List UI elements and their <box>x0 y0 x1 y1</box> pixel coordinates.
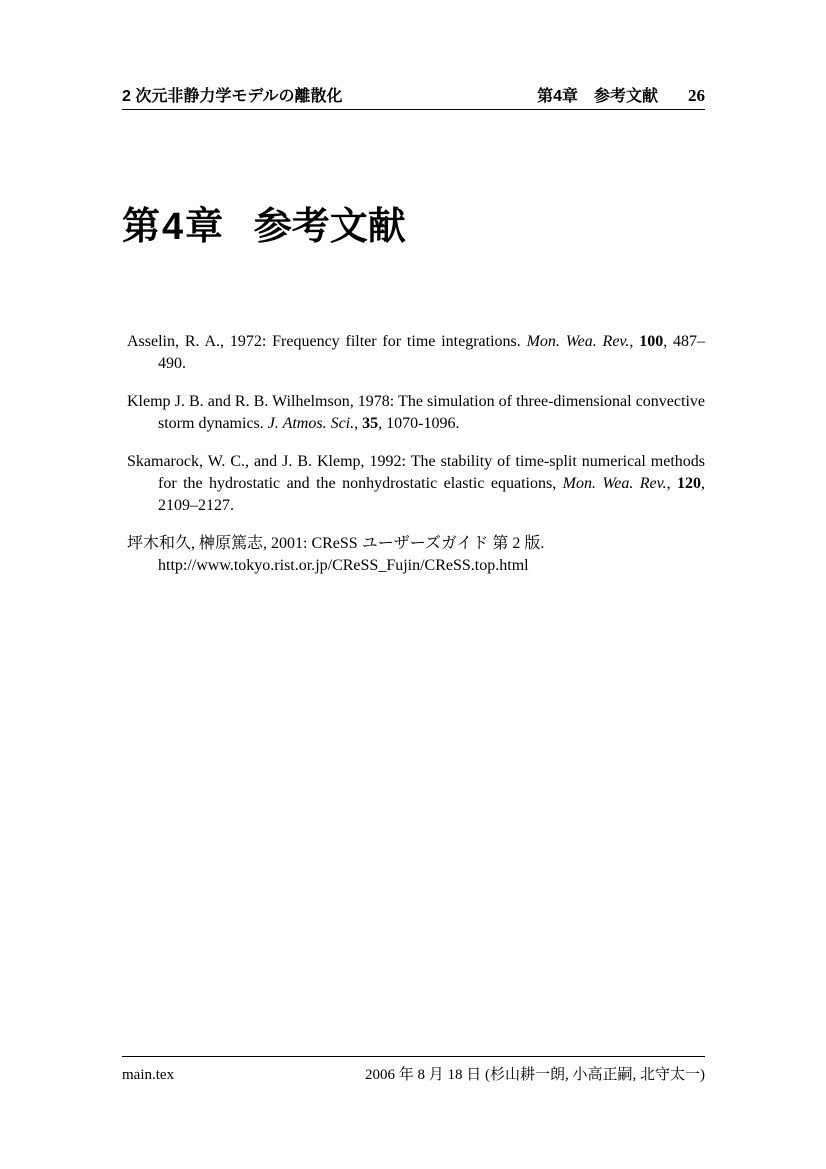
volume-number: 120 <box>677 475 702 492</box>
reference-entry <box>127 391 705 435</box>
volume-number: 35 <box>362 415 379 432</box>
journal-name: Mon. Wea. Rev. <box>562 475 667 492</box>
reference-entry <box>127 451 705 517</box>
running-head-chapter: 第4章 参考文献 <box>537 88 658 105</box>
journal-name: Mon. Wea. Rev. <box>526 333 630 350</box>
footer-filename: main.tex <box>122 1067 175 1083</box>
reference-text: Skamarock, W. C., and J. B. Klemp, 1992: The stability of time-split numerical methods for the hydrostatic and the nonhydrostatic elastic equations, <box>127 453 705 492</box>
reference-entry <box>127 331 705 375</box>
chapter-label: 第4章 <box>122 206 226 248</box>
reference-text: , 2109–2127. <box>158 475 706 514</box>
header-rule <box>122 109 705 110</box>
reference-entry <box>127 533 705 577</box>
page-number: 26 <box>688 86 705 105</box>
chapter-title <box>122 204 406 250</box>
page-footer <box>122 1063 705 1084</box>
running-head-right <box>537 83 705 106</box>
reference-text: , 487–490. <box>158 333 706 372</box>
reference-text: 坪木和久, 榊原篤志, 2001: CReSS ユーザーズガイド 第 2 版. <box>127 535 545 552</box>
reference-text: , <box>354 415 363 432</box>
volume-number: 100 <box>639 333 664 350</box>
footer-rule <box>122 1056 705 1057</box>
reference-text: , <box>629 333 640 350</box>
references-list <box>127 331 705 593</box>
footer-date-authors: 2006 年 8 月 18 日 (杉山耕一朗, 小高正嗣, 北守太一) <box>365 1067 705 1083</box>
reference-text: Klemp J. B. and R. B. Wilhelmson, 1978: The simulation of three-dimensional convective storm dynamics. <box>127 393 705 432</box>
reference-text: , 1070-1096. <box>378 415 460 432</box>
chapter-title-text: 参考文献 <box>253 206 406 248</box>
reference-text: , <box>666 475 678 492</box>
page-header <box>122 83 705 106</box>
journal-name: J. Atmos. Sci. <box>267 415 355 432</box>
running-head-left: 2 次元非静力学モデルの離散化 <box>122 88 343 105</box>
reference-url[interactable]: http://www.tokyo.rist.or.jp/CReSS_Fujin/CReSS.top.html <box>158 557 529 574</box>
reference-text: Asselin, R. A., 1972: Frequency filter for time integrations. <box>127 333 527 350</box>
